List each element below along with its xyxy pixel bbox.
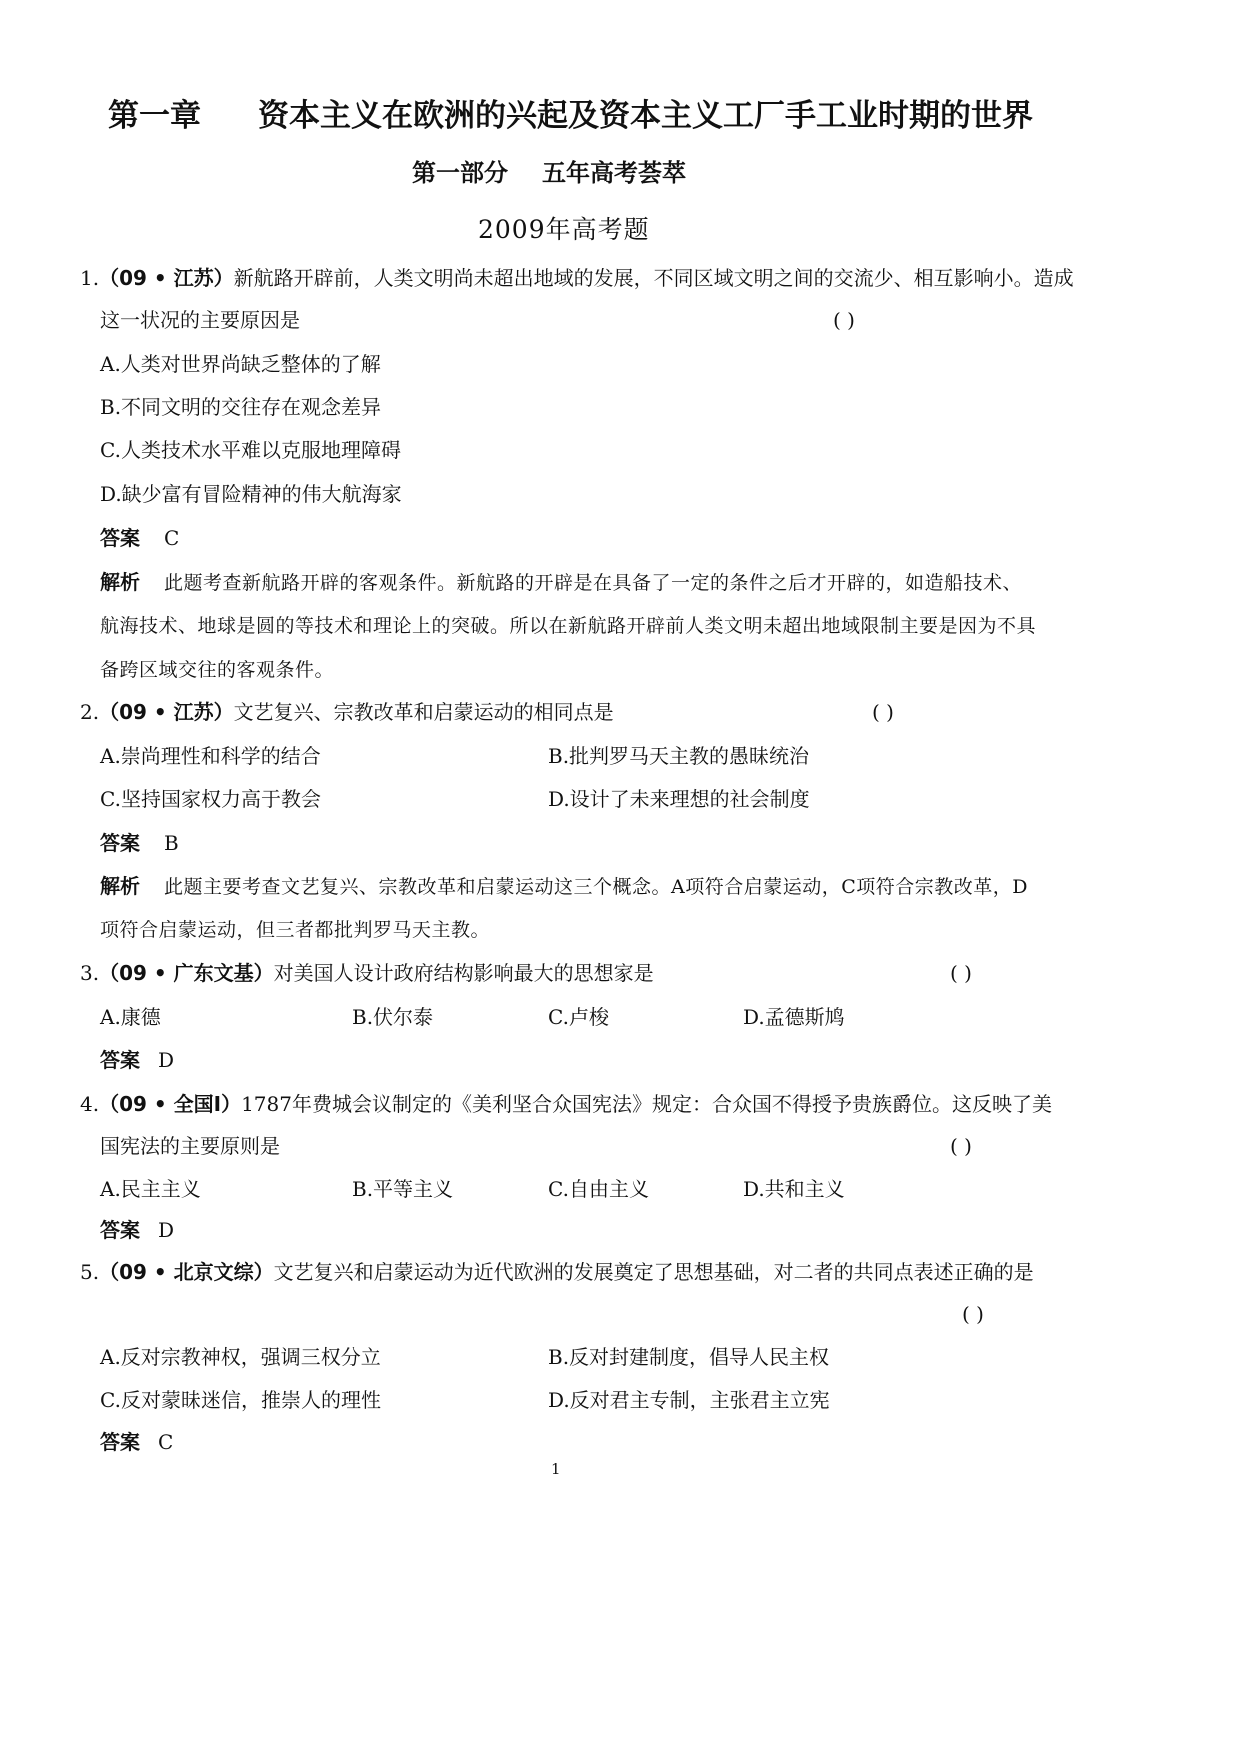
explanation-line-2: 航海技术、地球是圆的等技术和理论上的突破。所以在新航路开辟前人类文明未超出地域限制主要是因为不具 [100,615,1037,637]
option-a: A.反对宗教神权，强调三权分立 [100,1345,381,1369]
answer-value: C [164,526,180,550]
option-b: B.反对封建制度，倡导人民主权 [548,1345,830,1369]
option-a: A.康德 [100,1005,161,1029]
explanation-label: 解析 [100,874,140,898]
question-stem: 对美国人设计政府结构影响最大的思想家是 [273,961,654,985]
option-b: B.伏尔泰 [352,1005,434,1029]
explanation-line-2: 项符合启蒙运动，但三者都批判罗马天主教。 [100,919,491,941]
answer-parentheses: ( ) [872,700,894,724]
question-4-stem-line-2: 国宪法的主要原则是 [100,1134,280,1158]
part-number: 第一部分 [412,159,508,187]
answer-value: B [164,831,179,855]
question-4-line-1 [80,1090,1052,1118]
option-b: B.平等主义 [352,1177,454,1201]
question-stem: 1787年费城会议制定的《美利坚合众国宪法》规定：合众国不得授予贵族爵位。这反映了美 [241,1092,1052,1116]
option-c: C.坚持国家权力高于教会 [100,787,321,811]
explanation-text: 此题主要考查文艺复兴、宗教改革和启蒙运动这三个概念。A项符合启蒙运动，C项符合宗教改革，D [164,876,1028,898]
explanation-line-3: 备跨区域交往的客观条件。 [100,659,335,681]
question-1-stem-line-2: 这一状况的主要原因是 [100,308,300,332]
explanation-text: 此题考查新航路开辟的客观条件。新航路的开辟是在具备了一定的条件之后才开辟的，如造船技术、 [164,572,1023,594]
question-number: 1. [80,266,100,290]
question-stem: 文艺复兴和启蒙运动为近代欧洲的发展奠定了思想基础，对二者的共同点表述正确的是 [273,1260,1034,1284]
explanation-line-1 [100,568,1022,597]
answer-parentheses: ( ) [962,1302,984,1326]
answer-label: 答案 [100,831,140,855]
answer-label: 答案 [100,1048,140,1072]
chapter-title: 资本主义在欧洲的兴起及资本主义工厂手工业时期的世界 [258,98,1033,134]
answer-parentheses: ( ) [950,1134,972,1158]
question-source: （09 • 广东文基） [99,961,274,985]
answer-value: C [158,1430,174,1454]
option-d: D.孟德斯鸠 [743,1005,845,1029]
answer-value: D [158,1048,175,1072]
question-stem: 文艺复兴、宗教改革和启蒙运动的相同点是 [233,700,614,724]
question-number: 3. [80,961,100,985]
answer-parentheses: ( ) [833,308,855,332]
question-1-line-1 [80,264,1074,292]
option-d: D.反对君主专制，主张君主立宪 [548,1388,830,1412]
explanation-line-1 [100,872,1028,901]
option-b: B.批判罗马天主教的愚昧统治 [548,744,810,768]
answer-line [100,1046,174,1074]
question-5-line-1 [80,1258,1034,1286]
option-c: C.反对蒙昧迷信，推崇人的理性 [100,1388,381,1412]
option-a: A.民主主义 [100,1177,201,1201]
question-3-line-1 [80,959,654,987]
option-a: A.崇尚理性和科学的结合 [100,744,321,768]
answer-parentheses: ( ) [950,961,972,985]
option-b: B.不同文明的交往存在观念差异 [100,395,382,419]
page-number: 1 [551,1460,561,1478]
option-d: D.共和主义 [743,1177,845,1201]
option-d: D.缺少富有冒险精神的伟大航海家 [100,482,402,506]
answer-line [100,829,179,857]
question-number: 4. [80,1092,100,1116]
question-2-line-1 [80,698,614,726]
question-source: （09 • 北京文综） [99,1260,274,1284]
part-title: 五年高考荟萃 [542,159,686,187]
answer-line [100,1428,173,1456]
option-d: D.设计了未来理想的社会制度 [548,787,810,811]
answer-label: 答案 [100,526,140,550]
answer-value: D [158,1218,175,1242]
option-c: C.卢梭 [548,1005,609,1029]
chapter-number: 第一章 [108,98,201,134]
answer-line [100,1216,174,1244]
answer-line [100,524,179,552]
question-stem: 新航路开辟前，人类文明尚未超出地域的发展，不同区域文明之间的交流少、相互影响小。造成 [233,266,1074,290]
year-heading: 2009年高考题 [478,215,650,244]
option-c: C.自由主义 [548,1177,649,1201]
question-source: （09 • 江苏） [99,700,234,724]
question-source: （09 • 全国Ⅰ） [99,1092,242,1116]
question-number: 2. [80,700,100,724]
answer-label: 答案 [100,1430,140,1454]
question-source: （09 • 江苏） [99,266,234,290]
option-a: A.人类对世界尚缺乏整体的了解 [100,352,381,376]
answer-label: 答案 [100,1218,140,1242]
explanation-label: 解析 [100,570,140,594]
option-c: C.人类技术水平难以克服地理障碍 [100,438,401,462]
question-number: 5. [80,1260,100,1284]
